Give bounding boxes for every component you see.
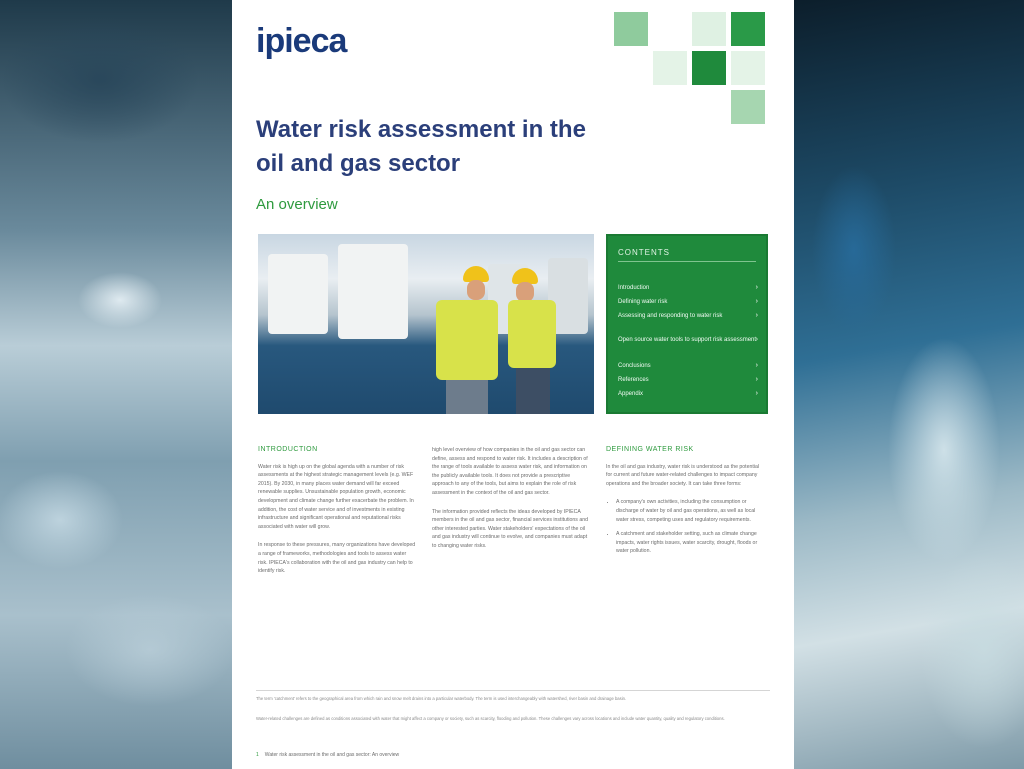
body-paragraph: high level overview of how companies in the oil and gas sector can define, assess and respond to water risk. It includes a description of the range of tools available to assess water risk, and information on the publicly available tools. It does not provide a prescriptive approach to any of the tools, but aims to explain the role of risk assessment in the context of the oil and gas sector. bbox=[432, 447, 588, 496]
page-number: 1 bbox=[256, 752, 259, 758]
document-subtitle: An overview bbox=[256, 196, 338, 213]
water-background-right bbox=[794, 0, 1024, 769]
deco-square bbox=[731, 90, 765, 124]
chevron-right-icon: › bbox=[755, 362, 758, 369]
chevron-right-icon: › bbox=[755, 284, 758, 291]
column-defining-water-risk bbox=[606, 446, 764, 562]
deco-square bbox=[692, 12, 726, 46]
deco-square bbox=[614, 12, 648, 46]
document-title: Water risk assessment in the oil and gas sector bbox=[256, 116, 586, 177]
body-paragraph: Water risk is high up on the global agenda with a number of risk assessments at the highest strategic management levels (e.g. WEF 2015). By 2030, in many places water demand will far exceed renewable supplies. Unsustainable population growth, economic development and climate change further exacerbate the problem. In addition, the cost of water service and of investments in existing infrastructure and significant operational and reputational risks associated with water will grow. bbox=[258, 463, 414, 530]
footnote: The term 'catchment' refers to the geographical area from which rain and snow melt drains into a particular waterbody. The term is used interchangeably with watershed, river basin and drainage basin. bbox=[256, 696, 627, 701]
deco-square bbox=[653, 51, 687, 85]
contents-item[interactable]: References › bbox=[618, 376, 758, 383]
contents-item[interactable]: Appendix › bbox=[618, 390, 758, 397]
contents-item[interactable]: Open source water tools to support risk assessment › bbox=[618, 336, 758, 343]
contents-item[interactable]: Conclusions › bbox=[618, 362, 758, 369]
body-paragraph: In the oil and gas industry, water risk is understood as the potential for current and future water-related challenges to impact company operations and the broader society. It can take three forms: bbox=[606, 463, 760, 487]
contents-box bbox=[606, 234, 768, 414]
page-footer bbox=[256, 752, 399, 758]
footnote-divider bbox=[256, 690, 770, 691]
bullet-list bbox=[606, 498, 764, 556]
column-middle bbox=[432, 446, 590, 561]
contents-divider bbox=[618, 261, 756, 262]
section-heading-defining-water-risk: DEFINING WATER RISK bbox=[606, 446, 694, 453]
contents-heading: CONTENTS bbox=[618, 248, 670, 257]
chevron-right-icon: › bbox=[755, 376, 758, 383]
section-heading-introduction: INTRODUCTION bbox=[258, 446, 318, 453]
bullet-item: • A catchment and stakeholder setting, such as climate change impacts, water rights issues, water scarcity, drought, floods or water pollution. bbox=[616, 530, 764, 556]
chevron-right-icon: › bbox=[755, 312, 758, 319]
water-background-left bbox=[0, 0, 232, 769]
chevron-right-icon: › bbox=[755, 298, 758, 305]
deco-square bbox=[692, 51, 726, 85]
body-paragraph: In response to these pressures, many organizations have developed a range of frameworks, methodologies and tools to assess water risk. IPIECA's collaboration with the oil and gas industry can help to identify risk. bbox=[258, 542, 416, 575]
chevron-right-icon: › bbox=[755, 390, 758, 397]
contents-item[interactable]: Introduction › bbox=[618, 284, 758, 291]
contents-item[interactable]: Assessing and responding to water risk › bbox=[618, 312, 758, 319]
cover-photo-workers bbox=[258, 234, 594, 414]
column-introduction bbox=[258, 446, 416, 586]
ipieca-logo: ipieca bbox=[256, 22, 347, 60]
footer-text: Water risk assessment in the oil and gas sector: An overview bbox=[264, 752, 400, 758]
chevron-right-icon: › bbox=[755, 336, 758, 343]
bullet-item: • A company's own activities, including the consumption or discharge of water by oil and gas operations, as well as local water stress, competing uses and regulatory requirements. bbox=[616, 498, 764, 524]
deco-square bbox=[731, 51, 765, 85]
deco-square bbox=[731, 12, 765, 46]
footnote: Water-related challenges are defined as conditions associated with water that might affect a company or society, such as scarcity, flooding and pollution. These challenges vary across locations and include water quantity, quality and regulatory conditions. bbox=[256, 716, 725, 721]
document-page bbox=[232, 0, 794, 769]
body-paragraph: The information provided reflects the ideas developed by IPIECA members in the oil and gas sector, financial services institutions and other interested parties. Water stakeholders' expectations of the oil and gas industry will continue to evolve, and companies must adapt to changing water risks. bbox=[432, 508, 588, 549]
contents-item[interactable]: Defining water risk › bbox=[618, 298, 758, 305]
